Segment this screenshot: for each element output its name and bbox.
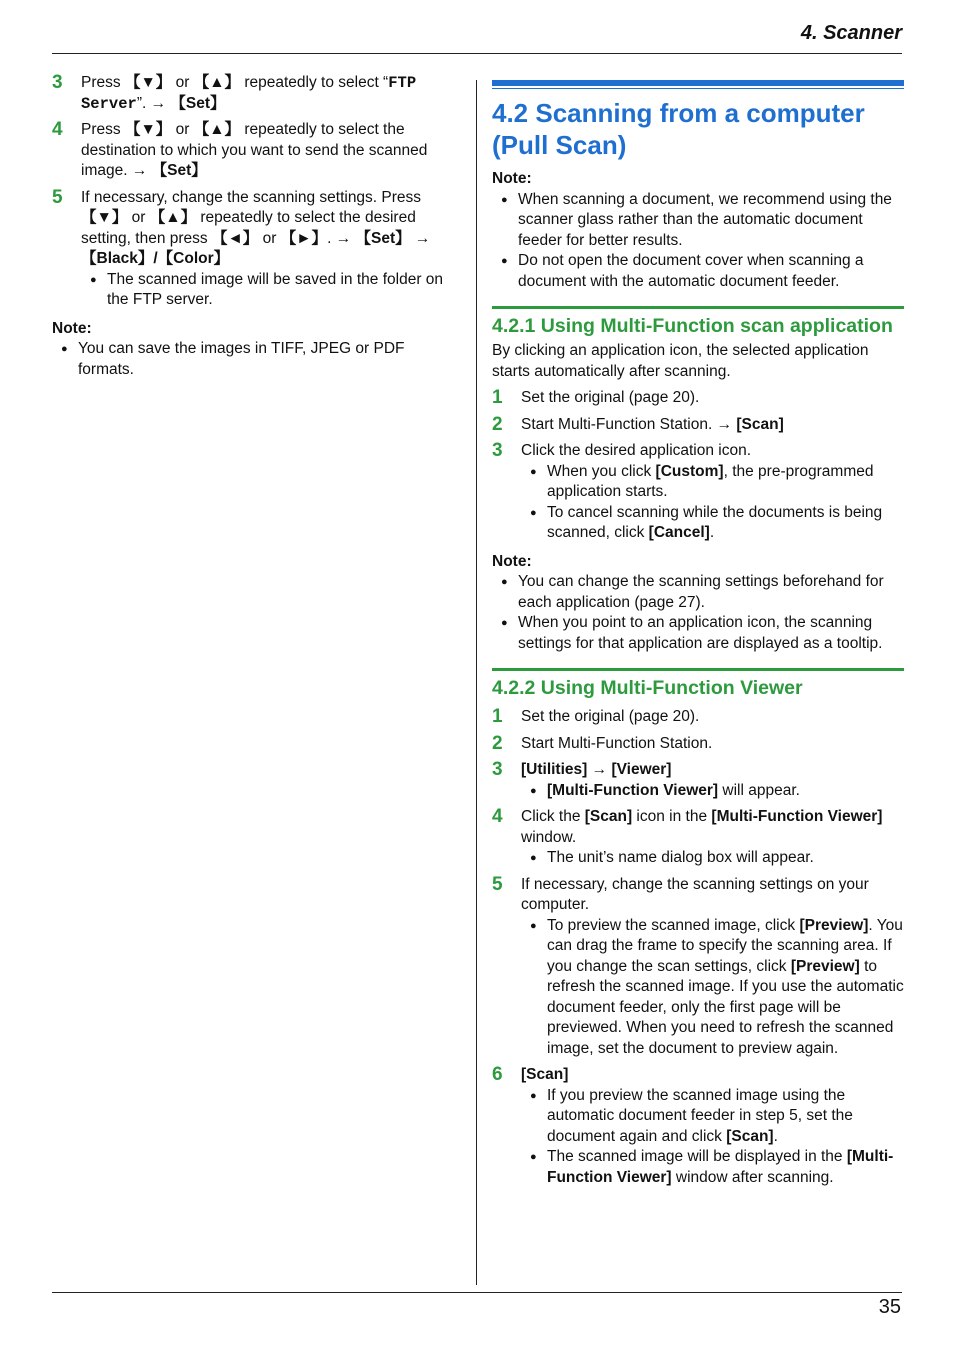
header-title: 4. Scanner	[800, 22, 902, 44]
text-run: If you preview the scanned image using the automatic document feeder in step 5, set the document again and click	[547, 1086, 853, 1145]
step-item	[492, 734, 904, 755]
step-item	[492, 807, 904, 869]
text-run: repeatedly to select the desired setting, then press	[81, 209, 416, 247]
step-text	[521, 388, 904, 409]
step-text	[521, 807, 904, 848]
section-title: 4.2 Scanning from a computer (Pull Scan)	[492, 98, 865, 160]
text-run: You can change the scanning settings beforehand for each application (page 27).	[518, 573, 884, 611]
bullet-item	[52, 339, 462, 380]
step-number: 6	[492, 1064, 503, 1085]
step-number: 2	[492, 732, 503, 754]
step-text	[81, 188, 462, 270]
text-run: or	[127, 209, 150, 226]
text-run: Start Multi-Function Station.	[521, 415, 717, 433]
steps-list	[492, 707, 904, 1188]
key-label: [Scan]	[584, 808, 633, 825]
step-item	[492, 441, 904, 544]
text-run: Click the	[521, 808, 585, 825]
text-run: will appear.	[718, 781, 800, 799]
display-text: FTP Server	[81, 74, 417, 113]
text-run: repeatedly to select the destination to which you want to send the scanned image.	[81, 121, 428, 179]
right-column	[492, 80, 904, 1194]
key-label: [Multi-Function Viewer]	[547, 1148, 894, 1186]
arrow-icon: →	[716, 415, 737, 433]
key-label: [Utilities]	[521, 761, 588, 778]
key-label: 【◄】	[211, 229, 259, 247]
text-run: .	[773, 1127, 778, 1145]
text-run: If necessary, change the scanning settings. Press	[81, 188, 422, 206]
step-number: 3	[492, 440, 503, 461]
key-label: [Cancel]	[648, 524, 710, 541]
text-run: When you click	[547, 462, 656, 480]
step-text	[521, 707, 904, 728]
bullet-item	[492, 251, 904, 292]
section-rule-thick	[492, 80, 904, 86]
text-run: window after scanning.	[671, 1168, 834, 1186]
step-number: 4	[52, 119, 63, 140]
note-title: Note:	[492, 552, 532, 570]
bullet-list	[81, 270, 462, 311]
text-run: Set the original (page 20).	[521, 389, 700, 406]
arrow-icon: →	[410, 229, 431, 247]
text-run: to refresh the scanned image. If you use the automatic document feeder, only the first page will be previewed. When you need to refresh the scanned image, set the document to preview again.	[547, 957, 904, 1057]
step-item	[52, 120, 462, 182]
arrow-icon: →	[150, 94, 171, 112]
text-run: When you point to an application icon, the scanning settings for that application are displayed as a tooltip.	[518, 614, 883, 652]
arrow-icon: →	[335, 229, 356, 247]
text-run: Press	[81, 74, 125, 91]
text-run: If necessary, change the scanning settings on your computer.	[521, 875, 869, 913]
key-label: [Multi-Function Viewer]	[547, 781, 719, 799]
bullet-item	[521, 462, 904, 503]
step-number: 3	[492, 759, 503, 780]
bullet-list	[492, 572, 904, 654]
step-text	[521, 875, 904, 916]
key-label: [Multi-Function Viewer]	[711, 808, 883, 825]
text-run: icon in the	[632, 808, 712, 825]
bullet-list	[521, 781, 904, 802]
text-run: The scanned image will be saved in the folder on the FTP server.	[107, 270, 444, 308]
step-item	[52, 188, 462, 311]
step-text	[521, 441, 904, 462]
text-run: window.	[521, 828, 577, 846]
text-run: or	[171, 121, 194, 138]
key-label: 【Set】	[170, 94, 226, 112]
left-column	[52, 73, 462, 380]
bullet-list	[52, 339, 462, 380]
step-text	[81, 120, 462, 182]
header-rule	[52, 53, 902, 54]
bullet-list	[521, 462, 904, 544]
bullet-item	[521, 848, 904, 869]
step-text	[521, 415, 904, 436]
step-text	[521, 760, 904, 781]
steps-list	[492, 388, 904, 544]
text-run: When scanning a document, we recommend using the scanner glass rather than the automatic document feeder for better results.	[518, 190, 892, 249]
key-label: [Viewer]	[611, 761, 672, 778]
note-title: Note:	[492, 170, 532, 187]
bullet-list	[521, 848, 904, 869]
text-run: To cancel scanning while the documents is being scanned, click	[547, 503, 883, 541]
arrow-icon: →	[131, 162, 152, 179]
bullet-list	[521, 1086, 904, 1189]
step-item	[492, 875, 904, 1060]
step-item	[492, 760, 904, 801]
step-number: 1	[492, 706, 503, 727]
section-rule-thin	[492, 88, 904, 89]
step-item	[492, 707, 904, 728]
text-run: Do not open the document cover when scanning a document with the automatic document feeder.	[518, 252, 864, 290]
text-run: or	[258, 229, 281, 247]
bullet-item	[521, 781, 904, 802]
text-run: Press	[81, 121, 125, 138]
subsection-intro: By clicking an application icon, the selected application starts automatically after scanning.	[492, 342, 869, 380]
step-item	[492, 415, 904, 436]
key-label: [Scan]	[736, 415, 784, 433]
text-run: or	[171, 74, 194, 91]
step-text	[521, 734, 904, 755]
key-label: 【▲】	[193, 74, 241, 91]
bullet-item	[521, 916, 904, 1060]
step-text	[521, 1065, 904, 1086]
footer-rule	[52, 1292, 902, 1293]
text-run: ”.	[136, 94, 151, 112]
key-label: 【▼】	[124, 121, 172, 138]
bullet-list	[492, 190, 904, 293]
key-label: 【Set】	[151, 162, 207, 179]
text-run: Start Multi-Function Station.	[521, 734, 713, 752]
key-label: 【▲】	[149, 209, 197, 226]
step-number: 2	[492, 413, 503, 435]
bullet-list	[521, 916, 904, 1060]
key-label: 【►】	[280, 229, 328, 247]
subsection-title: 4.2.2 Using Multi-Function Viewer	[492, 677, 803, 699]
step-number: 5	[52, 186, 63, 208]
text-run: To preview the scanned image, click	[547, 916, 800, 934]
text-run: The scanned image will be displayed in the	[547, 1148, 847, 1165]
column-divider	[476, 80, 477, 1285]
text-run: You can save the images in TIFF, JPEG or PDF formats.	[78, 340, 405, 378]
key-label: 【▼】	[124, 74, 172, 91]
text-run: Set the original (page 20).	[521, 708, 700, 725]
subsection-rule	[492, 668, 904, 671]
note-title: Note:	[52, 319, 92, 337]
step-item	[492, 388, 904, 409]
bullet-item	[521, 1086, 904, 1148]
text-run: , the pre-programmed application starts.	[547, 462, 874, 500]
text-run: .	[327, 229, 336, 247]
text-run: . You can drag the frame to specify the scanning area. If you change the scan settings, click	[547, 916, 903, 975]
step-item	[52, 73, 462, 114]
bullet-item	[492, 572, 904, 613]
bullet-item	[492, 190, 904, 252]
step-number: 3	[52, 72, 63, 93]
step-number: 4	[492, 806, 503, 827]
key-label: [Preview]	[799, 916, 869, 934]
key-label: 【▲】	[193, 121, 241, 138]
key-label: [Preview]	[790, 957, 860, 975]
text-run: The unit’s name dialog box will appear.	[547, 849, 814, 866]
key-label: 【Set】	[355, 229, 411, 247]
page-number: 35	[878, 1296, 901, 1318]
key-label: [Scan]	[726, 1127, 774, 1145]
key-label: 【Black】/【Color】	[81, 250, 230, 267]
text-run: .	[709, 524, 715, 541]
key-label: [Custom]	[655, 462, 724, 480]
subsection-rule	[492, 306, 904, 309]
step-item	[492, 1065, 904, 1188]
key-label: 【▼】	[81, 209, 128, 226]
subsection-title: 4.2.1 Using Multi-Function scan application	[492, 315, 893, 337]
bullet-item	[521, 1147, 904, 1188]
step-text	[81, 73, 462, 114]
bullet-item	[521, 503, 904, 544]
arrow-icon: →	[587, 761, 612, 778]
text-run: repeatedly to select “	[240, 74, 389, 91]
text-run: Click the desired application icon.	[521, 442, 752, 459]
bullet-item	[81, 270, 462, 311]
key-label: [Scan]	[521, 1066, 569, 1083]
step-number: 5	[492, 873, 503, 895]
bullet-item	[492, 613, 904, 654]
step-number: 1	[492, 387, 503, 408]
